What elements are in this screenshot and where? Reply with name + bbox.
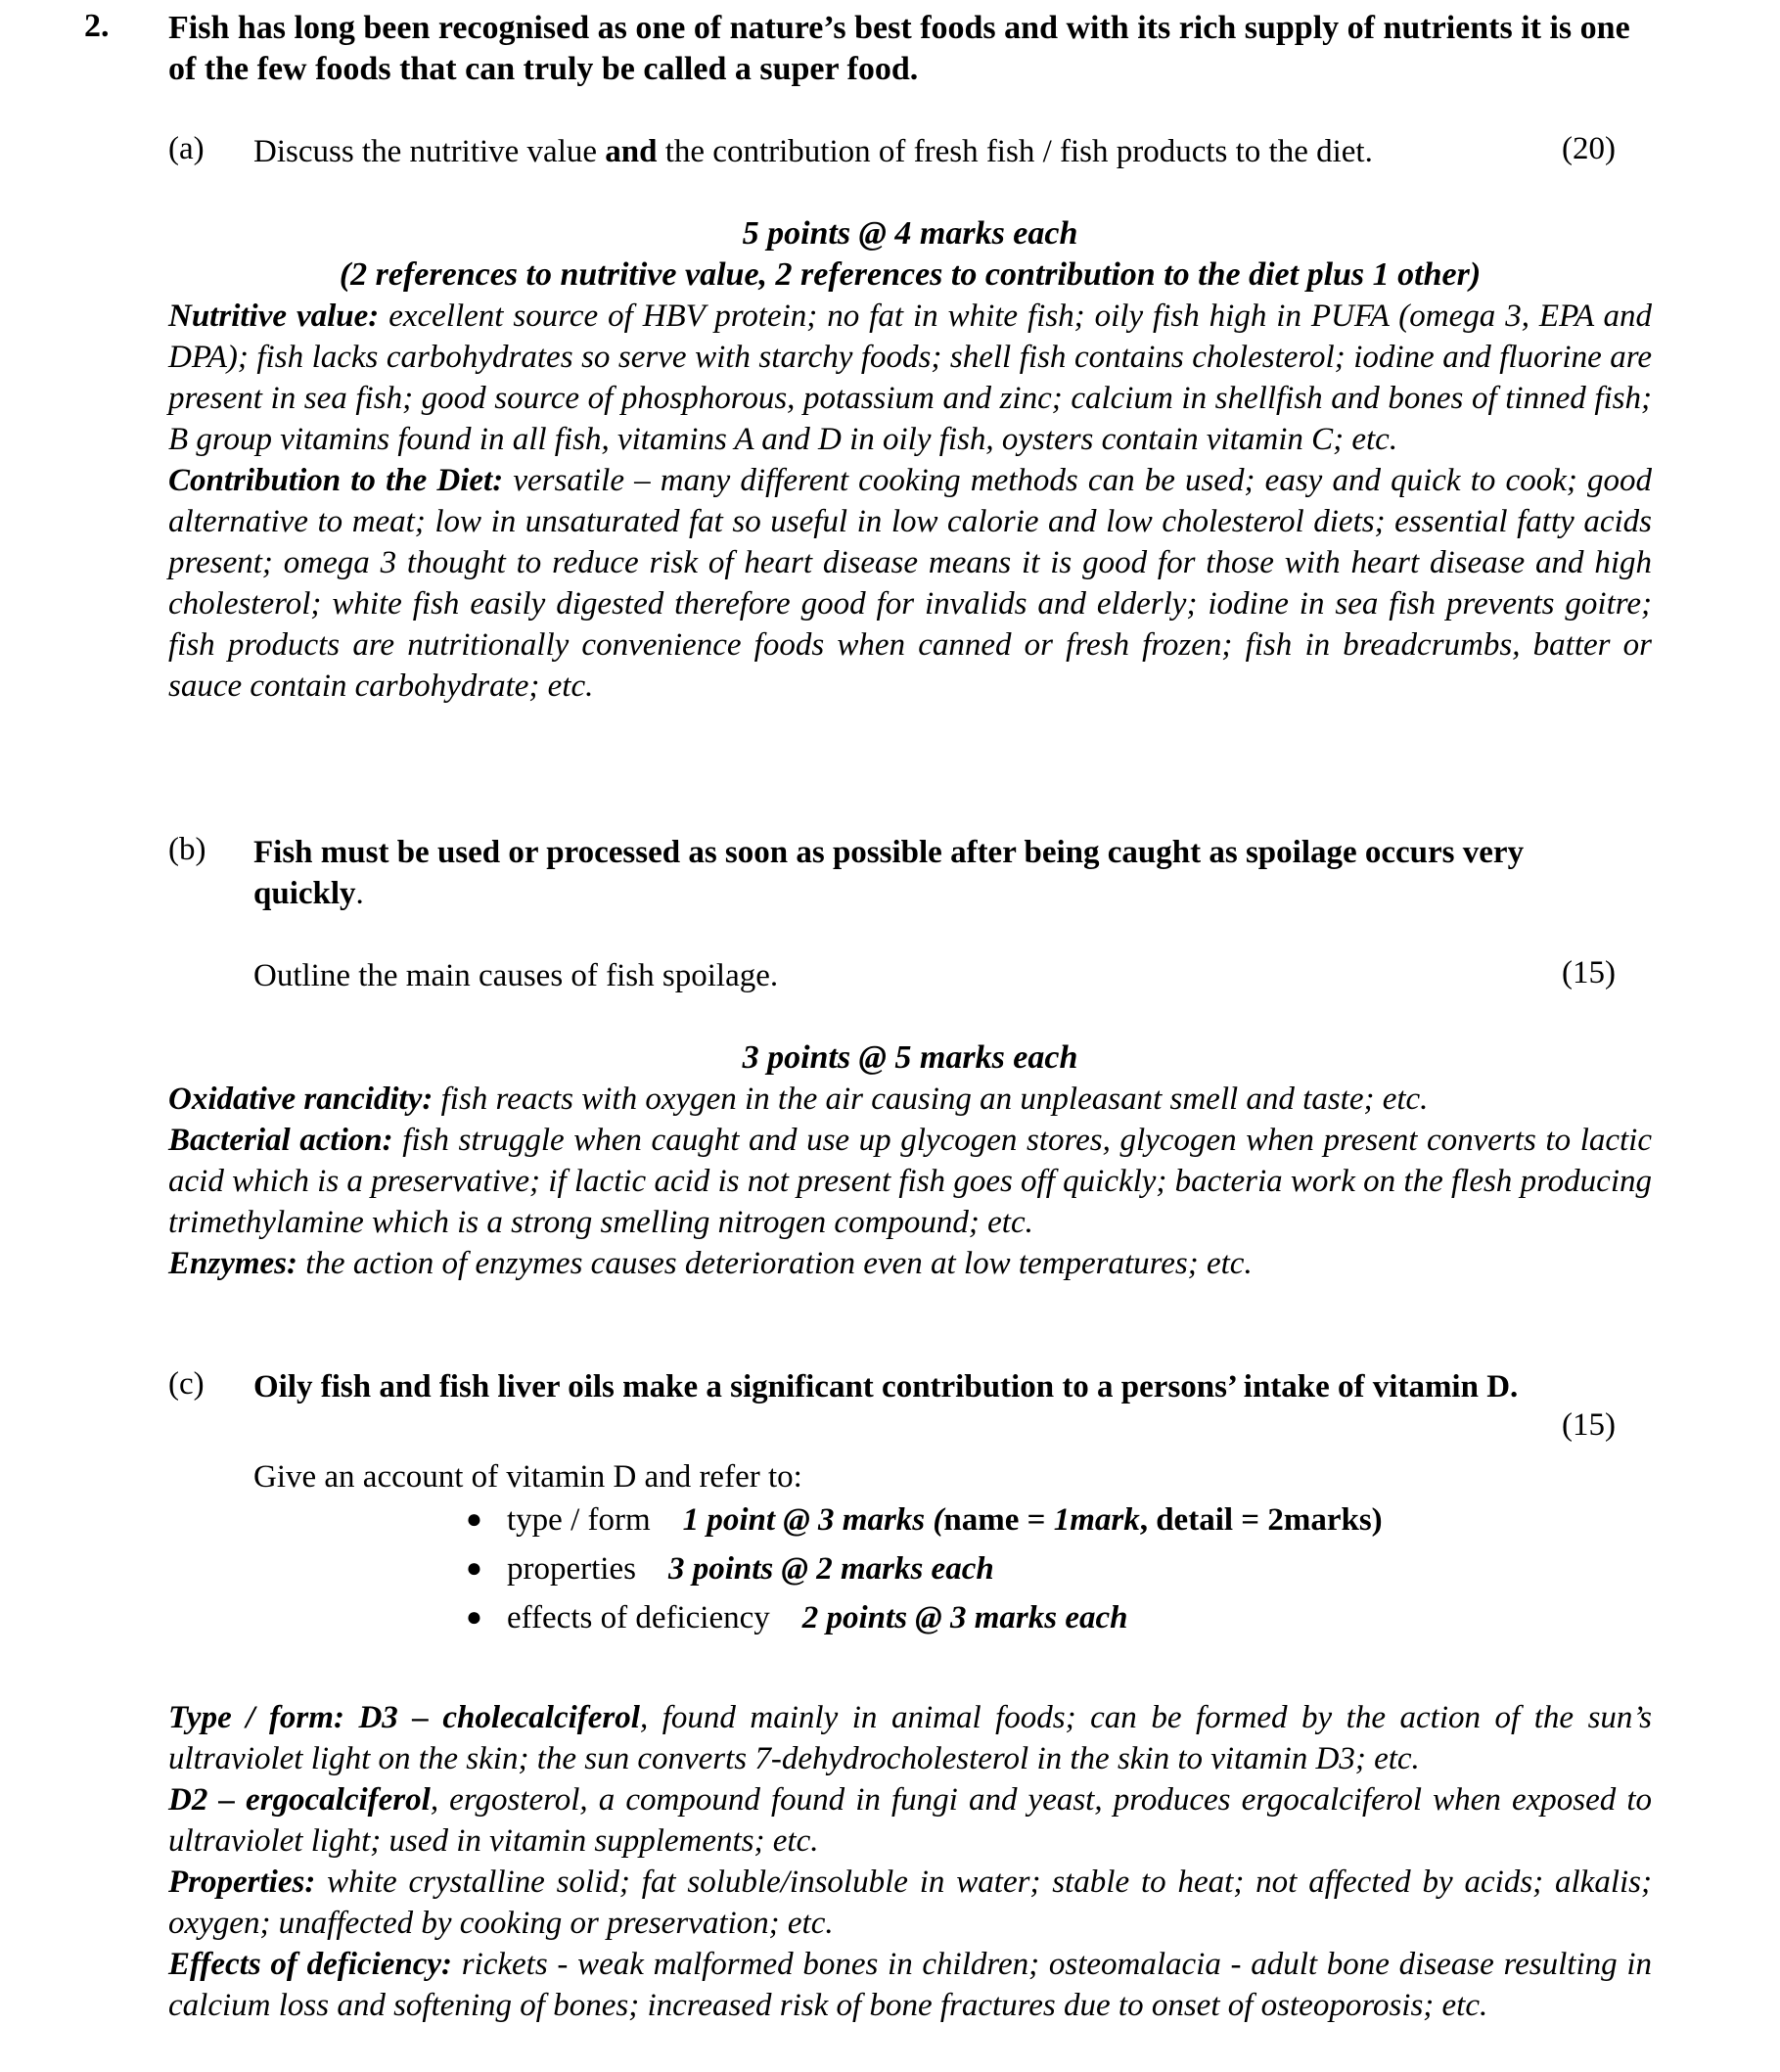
- part-c-answer-type-d2: [168, 1779, 1652, 1862]
- answer-text: excellent source of HBV protein; no fat in white fish; oily fish high in PUFA (omega 3, EPA and DPA); fish lacks carbohydrates so serve with starchy foods; shell fish contains cholesterol; iodine and fluorine are present in sea fish; good source of phosphorous, potassium and zinc; calcium in shellfish and bones of tinned fish; B group vitamins found in all fish, vitamins A and D in oily fish, oysters contain vitamin C; etc.: [168, 299, 1652, 457]
- part-a-question-bold: and: [605, 134, 658, 169]
- part-c-answer-properties: [168, 1862, 1652, 1944]
- part-b-answer-enzymes: [168, 1243, 1652, 1284]
- bullet-scheme: 3 points @ 2 marks each: [667, 1551, 994, 1587]
- answer-heading: Effects of deficiency:: [168, 1947, 453, 1982]
- answer-text: rickets - weak malformed bones in children; osteomalacia - adult bone disease resulting in calcium loss and softening of bones; increased risk of bone fractures due to onset of osteoporosis; etc.: [168, 1947, 1652, 2023]
- part-b-label: (b): [168, 832, 206, 867]
- answer-text: , ergosterol, a compound found in fungi and yeast, produces ergocalciferol when exposed to ultraviolet light; used in vitamin supplements; etc.: [168, 1782, 1652, 1859]
- part-b-answer-oxidative: [168, 1079, 1652, 1120]
- answer-text: versatile – many different cooking methods can be used; easy and quick to cook; good alternative to meat; low in unsaturated fat so useful in low calorie and low cholesterol diets; essential fatty acids present; omega 3 thought to reduce risk of heart disease means it is good for those with heart disease and high cholesterol; white fish easily digested therefore good for invalids and elderly; iodine in sea fish prevents goitre; fish products are nutritionally convenience foods when canned or fresh frozen; fish in breadcrumbs, batter or sauce contain carbohydrate; etc.: [168, 463, 1652, 704]
- part-a-label: (a): [168, 131, 205, 166]
- bullet-label: effects of deficiency: [507, 1600, 770, 1635]
- part-c-statement-bold: Oily fish and fish liver oils make a significant contribution to a persons’ intake of vitamin D.: [253, 1369, 1519, 1404]
- bullet-scheme-name: name =: [943, 1502, 1054, 1538]
- bullet-scheme: 2 points @ 3 marks each: [801, 1600, 1128, 1635]
- part-b-statement-bold: Fish must be used or processed as soon as possible after being caught as spoilage occurs very quickly: [253, 835, 1525, 911]
- answer-heading: D2 – ergocalciferol: [168, 1782, 431, 1818]
- bullet-scheme-name-marks: 1mark: [1053, 1502, 1140, 1538]
- part-c-instruction: Give an account of vitamin D and refer to:: [253, 1459, 802, 1495]
- bullet-scheme: 1 point @ 3 marks (: [682, 1502, 944, 1538]
- answer-heading: Nutritive value:: [168, 299, 380, 334]
- part-c-answer-type-d3: [168, 1697, 1652, 1779]
- answer-heading: Properties:: [168, 1865, 316, 1900]
- bullet-icon: ●: [466, 1602, 482, 1633]
- part-c-answer-deficiency: [168, 1944, 1652, 2026]
- question-number: 2.: [84, 8, 110, 44]
- part-b-answers: [168, 1079, 1652, 1284]
- part-b-scheme: 3 points @ 5 marks each: [742, 1039, 1078, 1076]
- part-a-answer-nutritive: [168, 296, 1652, 460]
- part-a-scheme-line2: (2 references to nutritive value, 2 references to contribution to the diet plus 1 other): [339, 256, 1482, 293]
- answer-text: the action of enzymes causes deterioration even at low temperatures; etc.: [297, 1246, 1253, 1281]
- part-a-answers: [168, 296, 1652, 707]
- part-b-instruction: Outline the main causes of fish spoilage.: [253, 958, 779, 993]
- part-b-answer-bacterial: [168, 1120, 1652, 1243]
- bullet-item-properties: [466, 1544, 1383, 1593]
- part-c-marks: (15): [1562, 1407, 1616, 1443]
- part-b-statement: [253, 832, 1604, 914]
- part-a-question-post: the contribution of fresh fish / fish products to the diet.: [657, 134, 1373, 169]
- bullet-item-effects: [466, 1593, 1383, 1642]
- answer-text: white crystalline solid; fat soluble/insoluble in water; stable to heat; not affected by acids; alkalis; oxygen; unaffected by cooking or preservation; etc.: [168, 1865, 1652, 1941]
- bullet-label: type / form: [507, 1502, 651, 1538]
- part-a-question: [253, 131, 1526, 172]
- part-a-answer-contribution: [168, 460, 1652, 707]
- part-c-label: (c): [168, 1366, 205, 1402]
- bullet-item-type-form: [466, 1496, 1383, 1544]
- bullet-icon: ●: [466, 1504, 482, 1535]
- bullet-label: properties: [507, 1551, 636, 1587]
- answer-heading: Type / form: D3 – cholecalciferol: [168, 1700, 640, 1735]
- part-a-marks: (20): [1562, 131, 1616, 166]
- answer-heading: Enzymes:: [168, 1246, 297, 1281]
- part-a-scheme-line1: 5 points @ 4 marks each: [742, 215, 1078, 252]
- answer-text: fish reacts with oxygen in the air causing an unpleasant smell and taste; etc.: [433, 1082, 1429, 1117]
- part-b-statement-end: .: [355, 876, 364, 911]
- answer-heading: Oxidative rancidity:: [168, 1082, 434, 1117]
- answer-text: fish struggle when caught and use up glycogen stores, glycogen when present converts to lactic acid which is a preservative; if lactic acid is not present fish goes off quickly; bacteria work on the flesh producing trimethylamine which is a strong smelling nitrogen compound; etc.: [168, 1123, 1652, 1240]
- answer-heading: Contribution to the Diet:: [168, 463, 504, 498]
- question-stem: Fish has long been recognised as one of nature’s best foods and with its rich supply of nutrients it is one of the few foods that can truly be called a super food.: [168, 10, 1630, 87]
- answer-heading: Bacterial action:: [168, 1123, 393, 1158]
- bullet-scheme-detail: , detail = 2marks): [1139, 1502, 1383, 1538]
- part-c-statement: [253, 1366, 1555, 1407]
- part-a-question-pre: Discuss the nutritive value: [253, 134, 606, 169]
- bullet-icon: ●: [466, 1553, 482, 1584]
- part-c-answers: [168, 1697, 1652, 2026]
- part-b-marks: (15): [1562, 955, 1616, 990]
- answer-text: , found mainly in animal foods; can be formed by the action of the sun’s ultraviolet light on the skin; the sun converts 7-dehydrocholesterol in the skin to vitamin D3; etc.: [168, 1700, 1652, 1776]
- part-c-bullet-list: [466, 1496, 1383, 1642]
